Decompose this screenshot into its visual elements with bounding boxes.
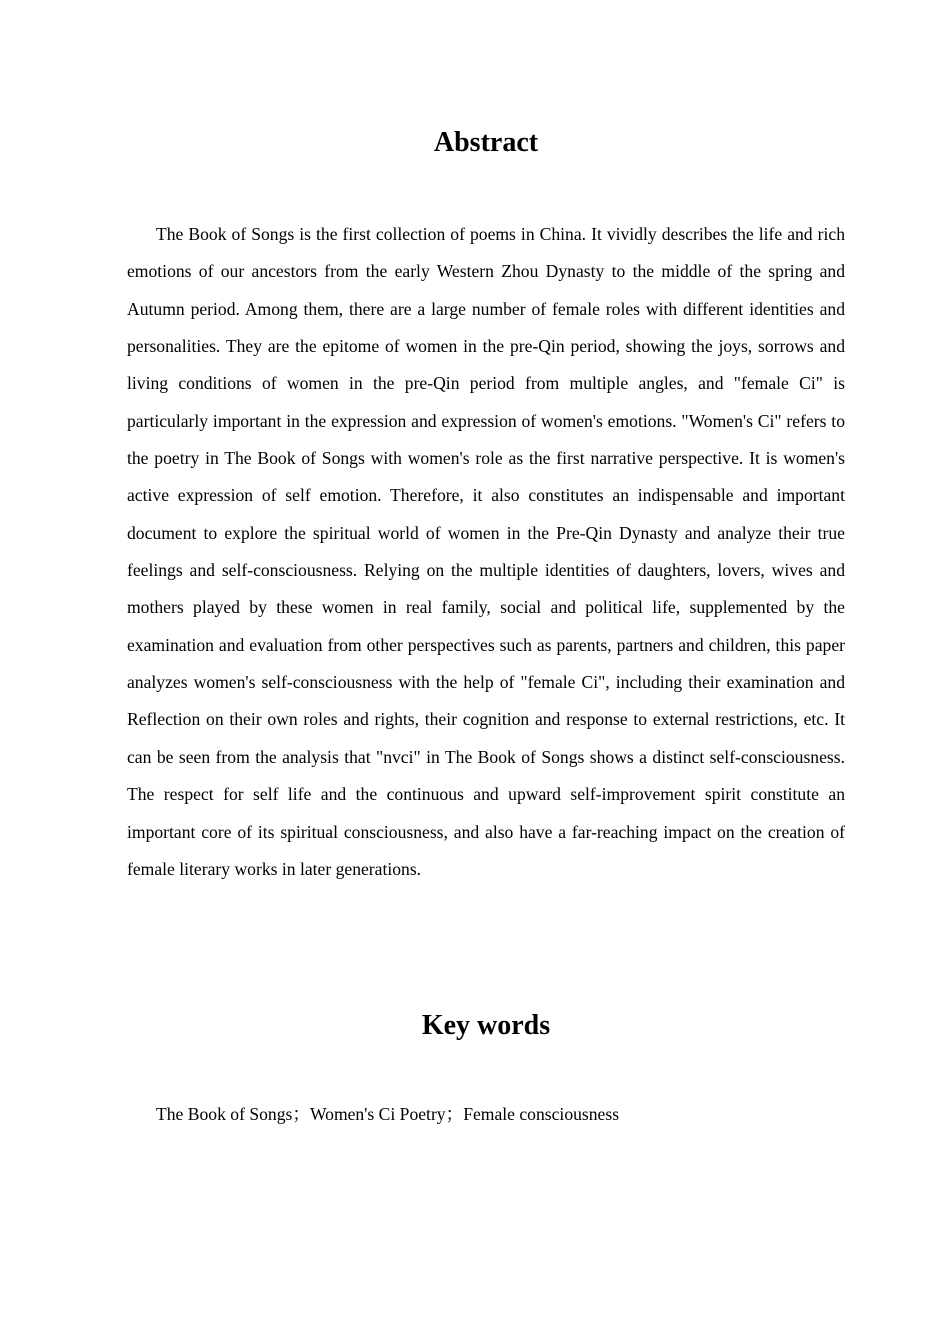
keywords-list: The Book of Songs；Women's Ci Poetry；Female consciousness [156, 1104, 620, 1124]
abstract-paragraph: The Book of Songs is the first collection of poems in China. It vividly describes the life and rich emotions of our ancestors from the early Western Zhou Dynasty to the middle of the spring and Autumn period. Among them, there are a large number of female roles with different identities and personalities. They are the epitome of women in the pre-Qin period, showing the joys, sorrows and living conditions of women in the pre-Qin period from multiple angles, and "female Ci" is particularly important in the expression and expression of women's emotions. "Women's Ci" refers to the poetry in The Book of Songs with women's role as the first narrative perspective. It is women's active expression of self emotion. Therefore, it also constitutes an indispensable and important document to explore the spiritual world of women in the Pre-Qin Dynasty and analyze their true feelings and self-consciousness. Relying on the multiple identities of daughters, lovers, wives and mothers played by these women in real family, social and political life, supplemented by the examination and evaluation from other perspectives such as parents, partners and children, this paper analyzes women's self-consciousness with the help of "female Ci", including their examination and Reflection on their own roles and rights, their cognition and response to external restrictions, etc. It can be seen from the analysis that "nvci" in The Book of Songs shows a distinct self-consciousness. The respect for self life and the continuous and upward self-improvement spirit constitute an important core of its spiritual consciousness, and also have a far-reaching impact on the creation of female literary works in later generations. [127, 224, 845, 879]
abstract-heading: Abstract [433, 127, 539, 158]
keywords-heading: Key words [421, 1010, 551, 1041]
